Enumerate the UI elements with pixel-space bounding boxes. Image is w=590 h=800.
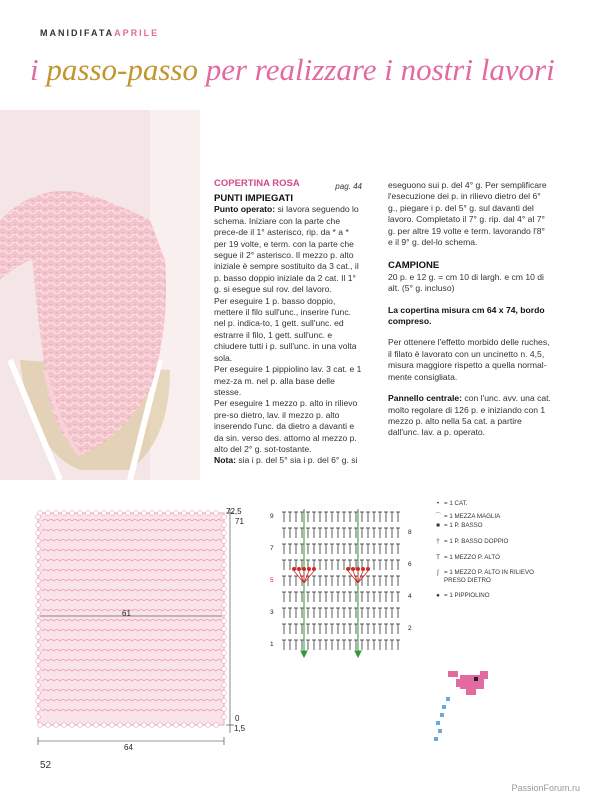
legend-symbol: T xyxy=(436,554,440,561)
chart-row-label: 2 xyxy=(408,625,412,632)
legend-text: = 1 P. BASSO xyxy=(444,522,483,529)
pannello-paragraph xyxy=(388,393,552,439)
header-prefix: MANIDIFATA xyxy=(40,28,115,38)
chart-row-label: 7 xyxy=(270,545,274,552)
points-title: PUNTI IMPIEGATI xyxy=(214,193,293,204)
blanket-photo xyxy=(0,110,200,480)
header-brand: APRILE xyxy=(114,28,160,38)
pixel-fish-decoration xyxy=(430,665,500,755)
legend-text: = 1 MEZZO P. ALTO IN RILIEVO xyxy=(444,569,534,576)
mezzo-rilievo-paragraph: Per eseguire 1 mezzo p. alto in rilievo pre-so dietro, lav. il mezzo p. alto inserendo l'unc. da dietro a davanti e da sin. verso des. attorno al mezzo p. alto del 2° g. sot-tostante. xyxy=(214,398,358,454)
legend-symbol: ● xyxy=(436,592,440,599)
chart-row-label: 1 xyxy=(270,641,274,648)
title-pre: i xyxy=(30,52,47,87)
legend-item xyxy=(432,554,500,561)
legend-text: = 1 P. BASSO DOPPIO xyxy=(444,538,509,545)
punto-operato-paragraph xyxy=(214,204,362,295)
chart-row-label: 6 xyxy=(408,561,412,568)
effetto-text: Per ottenere l'effetto morbido delle ruches, il filato è lavorato con un uncinetto n. 4,5, misura maggiore rispetto a quella normal-mente consigliata. xyxy=(388,337,550,382)
pannello-label: Pannello centrale: xyxy=(388,393,463,404)
campione-text: 20 p. e 12 g. = cm 10 di largh. e cm 10 di alt. (5° g. incluso) xyxy=(388,271,544,294)
legend-symbol: ∫ xyxy=(437,569,439,576)
campione-title: CAMPIONE xyxy=(388,260,440,272)
misura-text: La copertina misura cm 64 x 74, bordo compreso. xyxy=(388,304,545,327)
dim-72-5: 72,5 xyxy=(226,507,242,516)
blanket-schematic xyxy=(30,505,250,755)
legend-text: = 1 MEZZO P. ALTO xyxy=(444,554,500,561)
legend-text: = 1 MEZZA MAGLIA xyxy=(444,513,501,520)
punto-operato-text: si lavora seguendo lo schema. Iniziare con la parte che prece-de il 1° asterisco, rip. da * a * per 19 volte, e term. con la parte che segue il 2° asterisco. Il mezzo p. alto iniziale è sempre sostituito da 3 cat., il p. basso doppio iniziale da 2 cat. Il 1° g. si esegue sul rov. del lavoro. xyxy=(214,204,359,295)
legend-symbol: ■ xyxy=(436,522,440,529)
pannello-text: con l'unc. avv. una cat. molto regolare di 126 p. e iniziando con 1 mezzo p. alto nella 5a cat. a partire dall'unc. lav. a p. operato. xyxy=(388,393,551,438)
text-column-2 xyxy=(388,180,552,439)
title-post: per realizzare i nostri lavori xyxy=(197,52,555,87)
legend-item xyxy=(432,592,490,599)
page-title xyxy=(30,52,570,88)
article-heading: COPERTINA ROSA xyxy=(214,178,300,189)
continuation-paragraph: eseguono sui p. del 4° g. Per semplificare l'esecuzione dei p. in rilievo dietro del 6° g., piegare i p. del 5° g. sul davanti del lavoro. Completato il 7° g. rip. dal 4° al 7° g. per altre 19 volte e term. lavorando l'8° e il 9° g. del-lo schema. xyxy=(388,180,547,248)
legend-item xyxy=(432,511,500,520)
chart-row-label: 4 xyxy=(408,593,412,600)
page-number: 52 xyxy=(40,760,52,771)
stitch-legend xyxy=(432,500,562,610)
watermark-footer: PassionForum.ru xyxy=(511,783,580,793)
legend-text: PRESO DIETRO xyxy=(444,577,491,584)
legend-item xyxy=(432,522,483,529)
pippiolino-paragraph: Per eseguire 1 pippiolino lav. 3 cat. e 1 mez-za m. nel p. alla base delle stesse. xyxy=(214,364,362,397)
legend-symbol: † xyxy=(436,538,440,545)
nota-paragraph xyxy=(214,455,362,466)
chart-row-label: 3 xyxy=(270,609,274,616)
dim-1-5: 1,5 xyxy=(234,724,246,733)
stitch-chart xyxy=(268,505,418,665)
legend-item xyxy=(432,577,491,584)
dim-64: 64 xyxy=(124,743,133,752)
legend-item xyxy=(432,569,534,576)
dim-71: 71 xyxy=(235,517,244,526)
legend-symbol: • xyxy=(436,500,440,507)
legend-symbol: ⌒ xyxy=(434,513,442,520)
page-reference: pag. 44 xyxy=(335,182,362,191)
title-highlight: passo-passo xyxy=(46,52,198,87)
legend-text: = 1 CAT. xyxy=(444,500,468,507)
basso-doppio-paragraph: Per eseguire 1 p. basso doppio, mettere il filo sull'unc., inserire l'unc. nel p. indica-to, 1 gett. sull'unc. ed estrarre il filo, 1 gett. sull'unc. e chiudere tutti i p. sull'unc. in una volta sola. xyxy=(214,295,357,363)
text-column-1 xyxy=(214,178,362,467)
legend-item xyxy=(432,538,508,545)
chart-row-label: 8 xyxy=(408,529,412,536)
punto-operato-label: Punto operato: xyxy=(214,204,276,215)
dim-0: 0 xyxy=(235,714,240,723)
nota-label: Nota: xyxy=(214,455,236,466)
legend-text: = 1 PIPPIOLINO xyxy=(444,592,490,599)
nota-text: sia i p. del 5° sia i p. del 6° g. si xyxy=(235,455,358,466)
chart-row-label: 5 xyxy=(270,577,274,584)
magazine-header xyxy=(40,28,159,38)
dim-61: 61 xyxy=(122,609,131,618)
legend-item xyxy=(432,500,467,507)
chart-row-label: 9 xyxy=(270,513,274,520)
